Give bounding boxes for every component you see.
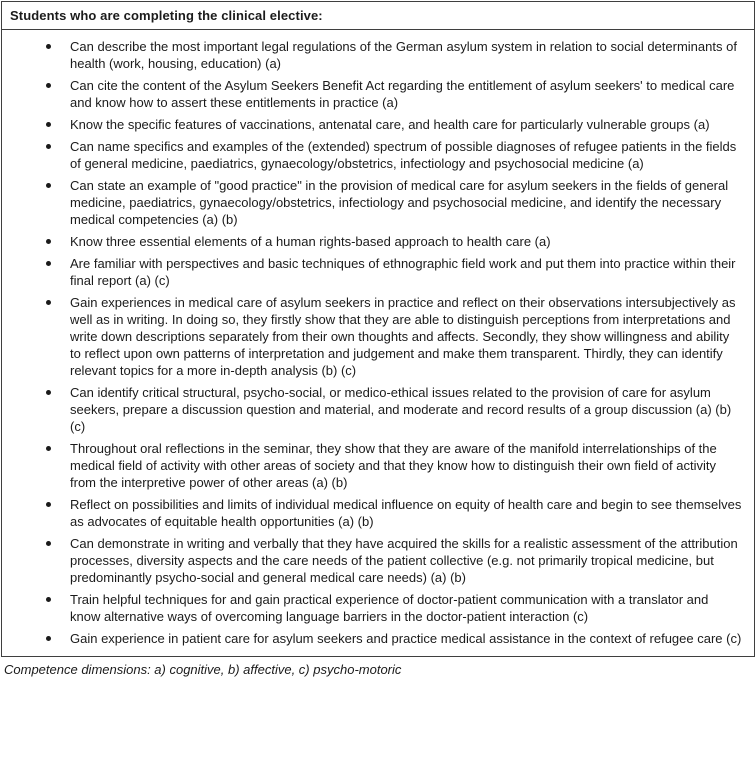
competence-list [2, 38, 742, 647]
list-item: Know the specific features of vaccinations, antenatal care, and health care for particularly vulnerable groups (a) [70, 116, 742, 133]
list-item: Gain experiences in medical care of asylum seekers in practice and reflect on their observations intersubjectively as well as in writing. In doing so, they firstly show that they are able to distinguish perceptions from interpretations and write down descriptions separately from their own thoughts and affects. Secondly, they show willingness and ability to reflect upon own patterns of interpretation and judgement and make them transparent. Thirdly, they can identify relevant topics for a more in-depth analysis (b) (c) [70, 294, 742, 379]
competence-table [1, 1, 755, 657]
list-item: Can state an example of "good practice" in the provision of medical care for asylum seekers in the fields of general medicine, paediatrics, gynaecology/obstetrics, infectiology and psychosocial medicine, and identify the necessary medical competencies (a) (b) [70, 177, 742, 228]
table-body-row [2, 30, 754, 656]
list-item: Gain experience in patient care for asylum seekers and practice medical assistance in the context of refugee care (c) [70, 631, 742, 646]
document-page [0, 1, 756, 776]
list-item: Know three essential elements of a human rights-based approach to health care (a) [70, 233, 742, 250]
list-item: Throughout oral reflections in the seminar, they show that they are aware of the manifold interrelationships of the medical field of activity with other areas of society and that they know how to distinguish their own field of activity from the interpretive power of other areas (a) (b) [70, 440, 742, 491]
list-item: Can name specifics and examples of the (extended) spectrum of possible diagnoses of refugee patients in the fields of general medicine, paediatrics, gynaecology/obstetrics, infectiology and psychosocial medicine (a) [70, 138, 742, 172]
list-item: Can demonstrate in writing and verbally that they have acquired the skills for a realistic assessment of the attribution processes, diversity aspects and the care needs of the patient collective (e.g. not primarily tropical medicine, but predominantly psycho-social and general medical care needs) (a) (b) [70, 535, 742, 586]
footnote-competence-dimensions: Competence dimensions: a) cognitive, b) affective, c) psycho-motoric [4, 662, 402, 677]
list-item: Are familiar with perspectives and basic techniques of ethnographic field work and put them into practice within their final report (a) (c) [70, 255, 742, 289]
list-item: Can describe the most important legal regulations of the German asylum system in relation to social determinants of health (work, housing, education) (a) [70, 38, 742, 72]
table-header-row [2, 2, 754, 30]
list-item: Can cite the content of the Asylum Seekers Benefit Act regarding the entitlement of asylum seekers' to medical care and know how to assert these entitlements in practice (a) [70, 77, 742, 111]
list-item: Can identify critical structural, psycho-social, or medico-ethical issues related to the provision of care for asylum seekers, prepare a discussion question and material, and moderate and record results of a group discussion (a) (b) (c) [70, 384, 742, 435]
list-item: Reflect on possibilities and limits of individual medical influence on equity of health care and begin to see themselves as advocates of equitable health opportunities (a) (b) [70, 497, 742, 529]
table-title: Students who are completing the clinical elective: [10, 8, 323, 23]
list-item: Train helpful techniques for and gain practical experience of doctor-patient communication with a translator and know alternative ways of overcoming language barriers in the doctor-patient interaction (c) [70, 591, 742, 625]
